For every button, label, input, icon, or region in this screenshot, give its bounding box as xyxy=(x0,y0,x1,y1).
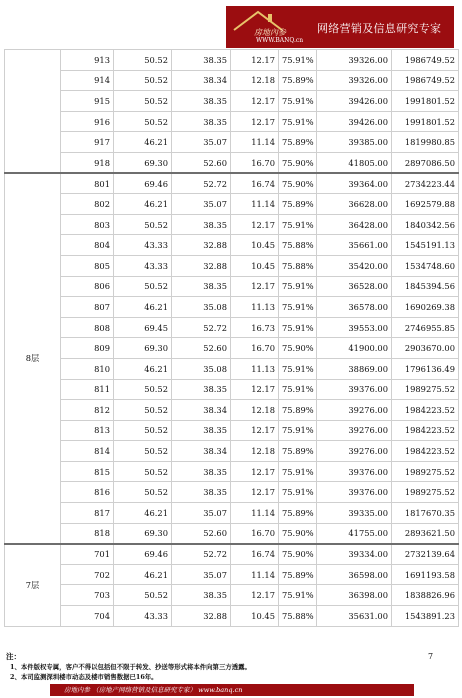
unit-number-cell: 702 xyxy=(61,564,114,585)
efficiency-rate-cell: 75.89% xyxy=(279,132,317,153)
table-row xyxy=(5,379,459,400)
building-area-cell: 50.52 xyxy=(114,276,172,297)
inner-area-cell: 52.72 xyxy=(172,544,231,565)
table-row xyxy=(5,235,459,256)
efficiency-rate-cell: 75.90% xyxy=(279,338,317,359)
building-area-cell: 50.52 xyxy=(114,400,172,421)
building-area-cell: 50.52 xyxy=(114,214,172,235)
building-area-cell: 69.30 xyxy=(114,338,172,359)
inner-area-cell: 38.35 xyxy=(172,111,231,132)
table-row xyxy=(5,194,459,215)
unit-price-cell: 41805.00 xyxy=(317,152,392,173)
unit-price-cell: 39276.00 xyxy=(317,441,392,462)
efficiency-rate-cell: 75.91% xyxy=(279,482,317,503)
shared-area-cell: 11.14 xyxy=(231,503,279,524)
unit-number-cell: 813 xyxy=(61,420,114,441)
unit-number-cell: 917 xyxy=(61,132,114,153)
shared-area-cell: 16.70 xyxy=(231,338,279,359)
building-area-cell: 43.33 xyxy=(114,235,172,256)
efficiency-rate-cell: 75.91% xyxy=(279,358,317,379)
unit-price-cell: 39335.00 xyxy=(317,503,392,524)
efficiency-rate-cell: 75.89% xyxy=(279,70,317,91)
unit-price-cell: 35420.00 xyxy=(317,255,392,276)
table-row xyxy=(5,297,459,318)
inner-area-cell: 38.35 xyxy=(172,91,231,112)
unit-number-cell: 804 xyxy=(61,235,114,256)
unit-price-cell: 39376.00 xyxy=(317,461,392,482)
inner-area-cell: 38.35 xyxy=(172,585,231,606)
total-price-cell: 1989275.52 xyxy=(392,461,459,482)
table-row xyxy=(5,70,459,91)
table-row xyxy=(5,132,459,153)
total-price-cell: 1989275.52 xyxy=(392,379,459,400)
unit-number-cell: 815 xyxy=(61,461,114,482)
unit-number-cell: 805 xyxy=(61,255,114,276)
shared-area-cell: 12.17 xyxy=(231,91,279,112)
table-row xyxy=(5,400,459,421)
inner-area-cell: 38.35 xyxy=(172,50,231,71)
shared-area-cell: 11.14 xyxy=(231,194,279,215)
efficiency-rate-cell: 75.91% xyxy=(279,379,317,400)
inner-area-cell: 35.07 xyxy=(172,132,231,153)
unit-number-cell: 918 xyxy=(61,152,114,173)
building-area-cell: 46.21 xyxy=(114,503,172,524)
total-price-cell: 1984223.52 xyxy=(392,441,459,462)
table-row xyxy=(5,544,459,565)
table-row xyxy=(5,173,459,194)
efficiency-rate-cell: 75.91% xyxy=(279,297,317,318)
total-price-cell: 2734223.44 xyxy=(392,173,459,194)
unit-number-cell: 801 xyxy=(61,173,114,194)
total-price-cell: 1691193.58 xyxy=(392,564,459,585)
shared-area-cell: 11.13 xyxy=(231,358,279,379)
unit-number-cell: 916 xyxy=(61,111,114,132)
unit-sales-table xyxy=(4,49,459,627)
unit-number-cell: 701 xyxy=(61,544,114,565)
inner-area-cell: 35.07 xyxy=(172,503,231,524)
table-row xyxy=(5,523,459,544)
total-price-cell: 1984223.52 xyxy=(392,400,459,421)
efficiency-rate-cell: 75.90% xyxy=(279,152,317,173)
shared-area-cell: 12.17 xyxy=(231,420,279,441)
efficiency-rate-cell: 75.90% xyxy=(279,173,317,194)
unit-number-cell: 803 xyxy=(61,214,114,235)
inner-area-cell: 38.35 xyxy=(172,214,231,235)
efficiency-rate-cell: 75.90% xyxy=(279,523,317,544)
total-price-cell: 1692579.88 xyxy=(392,194,459,215)
table-row xyxy=(5,564,459,585)
shared-area-cell: 12.18 xyxy=(231,70,279,91)
efficiency-rate-cell: 75.88% xyxy=(279,255,317,276)
total-price-cell: 2893621.50 xyxy=(392,523,459,544)
inner-area-cell: 35.07 xyxy=(172,194,231,215)
shared-area-cell: 16.70 xyxy=(231,152,279,173)
total-price-cell: 1991801.52 xyxy=(392,111,459,132)
shared-area-cell: 12.17 xyxy=(231,214,279,235)
inner-area-cell: 38.34 xyxy=(172,400,231,421)
unit-price-cell: 41900.00 xyxy=(317,338,392,359)
inner-area-cell: 38.35 xyxy=(172,461,231,482)
unit-number-cell: 818 xyxy=(61,523,114,544)
shared-area-cell: 11.13 xyxy=(231,297,279,318)
inner-area-cell: 52.60 xyxy=(172,523,231,544)
inner-area-cell: 38.35 xyxy=(172,276,231,297)
inner-area-cell: 32.88 xyxy=(172,255,231,276)
unit-price-cell: 36598.00 xyxy=(317,564,392,585)
table-row xyxy=(5,358,459,379)
efficiency-rate-cell: 75.91% xyxy=(279,420,317,441)
inner-area-cell: 35.07 xyxy=(172,564,231,585)
shared-area-cell: 12.17 xyxy=(231,482,279,503)
building-area-cell: 46.21 xyxy=(114,358,172,379)
efficiency-rate-cell: 75.89% xyxy=(279,503,317,524)
table-row xyxy=(5,482,459,503)
shared-area-cell: 12.18 xyxy=(231,441,279,462)
building-area-cell: 50.52 xyxy=(114,585,172,606)
total-price-cell: 1845394.56 xyxy=(392,276,459,297)
inner-area-cell: 38.35 xyxy=(172,379,231,400)
unit-price-cell: 39426.00 xyxy=(317,111,392,132)
efficiency-rate-cell: 75.89% xyxy=(279,441,317,462)
total-price-cell: 1819980.85 xyxy=(392,132,459,153)
building-area-cell: 46.21 xyxy=(114,132,172,153)
unit-price-cell: 41755.00 xyxy=(317,523,392,544)
efficiency-rate-cell: 75.88% xyxy=(279,235,317,256)
building-area-cell: 69.30 xyxy=(114,152,172,173)
total-price-cell: 1840342.56 xyxy=(392,214,459,235)
inner-area-cell: 32.88 xyxy=(172,606,231,627)
table-row xyxy=(5,585,459,606)
unit-price-cell: 36528.00 xyxy=(317,276,392,297)
total-price-cell: 1543891.23 xyxy=(392,606,459,627)
inner-area-cell: 52.72 xyxy=(172,173,231,194)
table-row xyxy=(5,461,459,482)
unit-price-cell: 39276.00 xyxy=(317,420,392,441)
shared-area-cell: 10.45 xyxy=(231,235,279,256)
shared-area-cell: 10.45 xyxy=(231,606,279,627)
total-price-cell: 2903670.00 xyxy=(392,338,459,359)
unit-number-cell: 811 xyxy=(61,379,114,400)
floor-label-cell: 7层 xyxy=(5,544,61,626)
table-row xyxy=(5,317,459,338)
shared-area-cell: 12.17 xyxy=(231,276,279,297)
efficiency-rate-cell: 75.90% xyxy=(279,544,317,565)
unit-price-cell: 39276.00 xyxy=(317,400,392,421)
efficiency-rate-cell: 75.91% xyxy=(279,585,317,606)
table-row xyxy=(5,91,459,112)
table-row xyxy=(5,50,459,71)
building-area-cell: 50.52 xyxy=(114,441,172,462)
building-area-cell: 69.46 xyxy=(114,173,172,194)
unit-price-cell: 39553.00 xyxy=(317,317,392,338)
floor-label-cell: 8层 xyxy=(5,173,61,544)
unit-number-cell: 704 xyxy=(61,606,114,627)
total-price-cell: 1984223.52 xyxy=(392,420,459,441)
shared-area-cell: 12.18 xyxy=(231,400,279,421)
inner-area-cell: 52.60 xyxy=(172,338,231,359)
efficiency-rate-cell: 75.91% xyxy=(279,91,317,112)
shared-area-cell: 12.17 xyxy=(231,111,279,132)
total-price-cell: 1817670.35 xyxy=(392,503,459,524)
total-price-cell: 1838826.96 xyxy=(392,585,459,606)
unit-number-cell: 814 xyxy=(61,441,114,462)
table-row xyxy=(5,111,459,132)
unit-price-cell: 35661.00 xyxy=(317,235,392,256)
building-area-cell: 46.21 xyxy=(114,194,172,215)
unit-price-cell: 39326.00 xyxy=(317,50,392,71)
shared-area-cell: 12.17 xyxy=(231,50,279,71)
unit-price-cell: 39376.00 xyxy=(317,379,392,400)
total-price-cell: 1986749.52 xyxy=(392,50,459,71)
total-price-cell: 1690269.38 xyxy=(392,297,459,318)
unit-number-cell: 809 xyxy=(61,338,114,359)
inner-area-cell: 38.35 xyxy=(172,420,231,441)
total-price-cell: 2746955.85 xyxy=(392,317,459,338)
inner-area-cell: 38.34 xyxy=(172,441,231,462)
efficiency-rate-cell: 75.91% xyxy=(279,317,317,338)
note-line: 1、本件版权专属，客户不得以包括但不限于转发、抄送等形式将本件向第三方透露。 xyxy=(10,663,251,671)
building-area-cell: 46.21 xyxy=(114,297,172,318)
unit-price-cell: 39385.00 xyxy=(317,132,392,153)
efficiency-rate-cell: 75.89% xyxy=(279,194,317,215)
table-row xyxy=(5,338,459,359)
table-row xyxy=(5,420,459,441)
building-area-cell: 50.52 xyxy=(114,482,172,503)
efficiency-rate-cell: 75.91% xyxy=(279,461,317,482)
building-area-cell: 50.52 xyxy=(114,420,172,441)
unit-number-cell: 810 xyxy=(61,358,114,379)
unit-number-cell: 806 xyxy=(61,276,114,297)
inner-area-cell: 52.72 xyxy=(172,317,231,338)
building-area-cell: 50.52 xyxy=(114,461,172,482)
building-area-cell: 50.52 xyxy=(114,379,172,400)
page-number: 7 xyxy=(428,652,434,661)
building-area-cell: 69.30 xyxy=(114,523,172,544)
shared-area-cell: 16.70 xyxy=(231,523,279,544)
efficiency-rate-cell: 75.91% xyxy=(279,214,317,235)
shared-area-cell: 11.14 xyxy=(231,132,279,153)
table-row xyxy=(5,606,459,627)
shared-area-cell: 10.45 xyxy=(231,255,279,276)
shared-area-cell: 12.17 xyxy=(231,461,279,482)
brand-slogan: 网络营销及信息研究专家 xyxy=(317,22,442,35)
total-price-cell: 1545191.13 xyxy=(392,235,459,256)
unit-number-cell: 914 xyxy=(61,70,114,91)
unit-number-cell: 812 xyxy=(61,400,114,421)
unit-number-cell: 703 xyxy=(61,585,114,606)
building-area-cell: 69.45 xyxy=(114,317,172,338)
table-row xyxy=(5,214,459,235)
shared-area-cell: 12.17 xyxy=(231,585,279,606)
efficiency-rate-cell: 75.89% xyxy=(279,400,317,421)
building-area-cell: 50.52 xyxy=(114,50,172,71)
building-area-cell: 69.46 xyxy=(114,544,172,565)
building-area-cell: 50.52 xyxy=(114,70,172,91)
unit-number-cell: 802 xyxy=(61,194,114,215)
building-area-cell: 46.21 xyxy=(114,564,172,585)
inner-area-cell: 38.35 xyxy=(172,482,231,503)
table-row xyxy=(5,255,459,276)
building-area-cell: 50.52 xyxy=(114,91,172,112)
table-row xyxy=(5,503,459,524)
shared-area-cell: 11.14 xyxy=(231,564,279,585)
inner-area-cell: 35.08 xyxy=(172,358,231,379)
unit-price-cell: 36398.00 xyxy=(317,585,392,606)
footer-bar xyxy=(50,684,414,696)
unit-number-cell: 915 xyxy=(61,91,114,112)
unit-price-cell: 36578.00 xyxy=(317,297,392,318)
table-row xyxy=(5,152,459,173)
note-line: 2、本司监测深圳楼市动态及楼市销售数据已16年。 xyxy=(10,673,158,681)
efficiency-rate-cell: 75.91% xyxy=(279,276,317,297)
efficiency-rate-cell: 75.91% xyxy=(279,50,317,71)
total-price-cell: 2897086.50 xyxy=(392,152,459,173)
efficiency-rate-cell: 75.89% xyxy=(279,564,317,585)
building-area-cell: 50.52 xyxy=(114,111,172,132)
total-price-cell: 1991801.52 xyxy=(392,91,459,112)
building-area-cell: 43.33 xyxy=(114,255,172,276)
header-banner xyxy=(226,6,454,48)
efficiency-rate-cell: 75.88% xyxy=(279,606,317,627)
unit-number-cell: 913 xyxy=(61,50,114,71)
unit-price-cell: 39364.00 xyxy=(317,173,392,194)
brand-name: 房地內参 xyxy=(254,28,286,37)
floor-label-cell xyxy=(5,50,61,174)
inner-area-cell: 38.34 xyxy=(172,70,231,91)
shared-area-cell: 16.73 xyxy=(231,317,279,338)
notes-title: 注： xyxy=(6,652,21,661)
unit-number-cell: 816 xyxy=(61,482,114,503)
notes-section xyxy=(6,652,420,682)
inner-area-cell: 35.08 xyxy=(172,297,231,318)
unit-number-cell: 817 xyxy=(61,503,114,524)
inner-area-cell: 32.88 xyxy=(172,235,231,256)
brand-url: WWW.BANQ.cn xyxy=(256,37,304,44)
unit-price-cell: 36428.00 xyxy=(317,214,392,235)
table-row xyxy=(5,441,459,462)
unit-number-cell: 808 xyxy=(61,317,114,338)
unit-price-cell: 39376.00 xyxy=(317,482,392,503)
unit-price-cell: 39334.00 xyxy=(317,544,392,565)
unit-price-cell: 39326.00 xyxy=(317,70,392,91)
table-row xyxy=(5,276,459,297)
total-price-cell: 2732139.64 xyxy=(392,544,459,565)
efficiency-rate-cell: 75.91% xyxy=(279,111,317,132)
building-area-cell: 43.33 xyxy=(114,606,172,627)
unit-number-cell: 807 xyxy=(61,297,114,318)
shared-area-cell: 16.74 xyxy=(231,173,279,194)
shared-area-cell: 12.17 xyxy=(231,379,279,400)
unit-price-cell: 35631.00 xyxy=(317,606,392,627)
footer-text: 房地内参 （房地产网络营销及信息研究专家） www.banq.cn xyxy=(64,686,243,694)
total-price-cell: 1534748.60 xyxy=(392,255,459,276)
unit-price-cell: 36628.00 xyxy=(317,194,392,215)
inner-area-cell: 52.60 xyxy=(172,152,231,173)
unit-price-cell: 39426.00 xyxy=(317,91,392,112)
total-price-cell: 1986749.52 xyxy=(392,70,459,91)
shared-area-cell: 16.74 xyxy=(231,544,279,565)
total-price-cell: 1796136.49 xyxy=(392,358,459,379)
unit-price-cell: 38869.00 xyxy=(317,358,392,379)
total-price-cell: 1989275.52 xyxy=(392,482,459,503)
